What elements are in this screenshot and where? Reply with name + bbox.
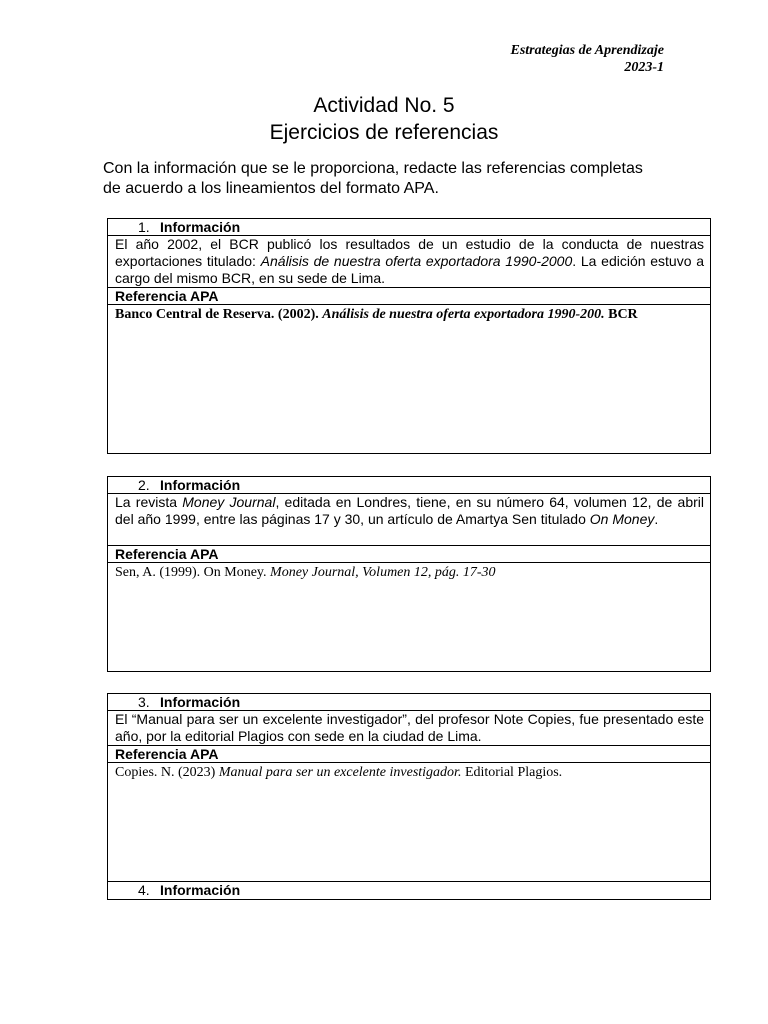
exercise-3-info-text: El “Manual para ser un excelente investigador”, del profesor Note Copies, fue presentado este año, por la editorial Plagios con sede en la ciudad de Lima.: [108, 711, 710, 746]
exercise-1-box: [107, 218, 711, 454]
exercise-2-info-text: La revista Money Journal, editada en Londres, tiene, en su número 64, volumen 12, de abril del año 1999, entre las páginas 17 y 30, un artículo de Amartya Sen titulado On Money.: [108, 494, 710, 546]
exercise-3-answer[interactable]: Copies. N. (2023) Manual para ser un excelente investigador. Editorial Plagios.: [108, 763, 710, 882]
info-label: Información: [160, 882, 241, 898]
exercise-3-ref-header: Referencia APA: [108, 746, 710, 763]
exercise-1-ref-header: Referencia APA: [108, 288, 710, 305]
exercise-1-info-header: [108, 219, 710, 236]
instructions: Con la información que se le proporciona, redacte las referencias completas de acuerdo a los lineamientos del formato APA.: [103, 160, 643, 197]
exercise-2-answer[interactable]: Sen, A. (1999). On Money. Money Journal, Volumen 12, pág. 17-30: [115, 565, 496, 580]
exercise-1-answer[interactable]: Banco Central de Reserva. (2002). Análisis de nuestra oferta exportadora 1990-200. BCR: [115, 307, 638, 322]
course-term: 2023-1: [624, 60, 664, 75]
exercise-3-info-header: [108, 694, 710, 711]
exercise-4-info-header: [108, 882, 710, 899]
info-label: Información: [160, 477, 241, 493]
exercise-1-info-text: El año 2002, el BCR publicó los resultados de un estudio de la conducta de nuestras exportaciones titulado: Análisis de nuestra oferta exportadora 1990-2000. La edición estuvo a cargo del mismo BCR, en su sede de Lima.: [108, 236, 710, 288]
title-line-1: Actividad No. 5: [313, 94, 455, 117]
course-name: Estrategias de Aprendizaje: [510, 43, 664, 58]
exercise-2-ref-header: Referencia APA: [108, 546, 710, 563]
exercise-2-info-header: [108, 477, 710, 494]
page-title: [0, 92, 768, 146]
info-label: Información: [160, 219, 241, 235]
exercise-4-number: 4.: [138, 882, 150, 898]
exercise-2-number: 2.: [138, 477, 150, 493]
course-header: [511, 42, 665, 76]
info-label: Información: [160, 694, 241, 710]
exercise-3-box: [107, 693, 711, 900]
exercise-3-number: 3.: [138, 694, 150, 710]
title-line-2: Ejercicios de referencias: [269, 121, 499, 144]
exercise-2-box: [107, 476, 711, 672]
exercise-1-number: 1.: [138, 219, 150, 235]
